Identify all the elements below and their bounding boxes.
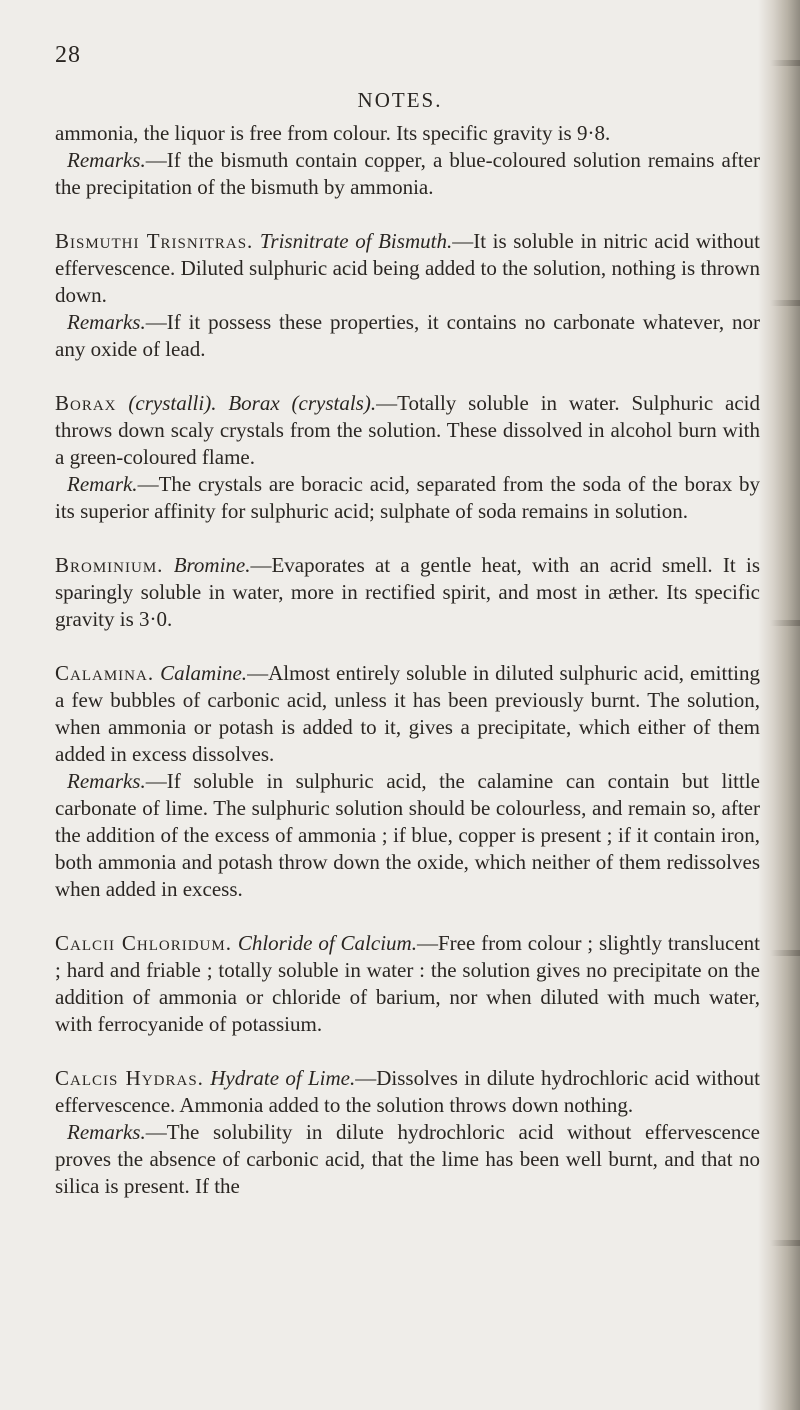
remark-text: —The crystals are boracic acid, separated from the soda of the borax by its superior affinity for sulphuric acid; sulphate of soda remains in solution.: [55, 472, 760, 523]
remark-opening: [55, 147, 760, 201]
entry-calcii-chloridum: [55, 930, 760, 1038]
remark-text: —If it possess these properties, it contains no carbonate whatever, nor any oxide of lead.: [55, 310, 760, 361]
remark-calcis-hydras: [55, 1119, 760, 1200]
remark-label: Remark.: [67, 472, 138, 496]
entry-body: —It is soluble in nitric acid without effervescence. Diluted sulphuric acid being added to the solution, nothing is thrown down.: [55, 229, 761, 307]
remark-bismuthi: [55, 309, 760, 363]
entry-translation: Borax: [228, 391, 280, 415]
page-number: 28: [55, 42, 81, 68]
edge-mark: [770, 620, 800, 626]
remark-text: —The solubility in dilute hydrochloric acid without effervescence proves the absence of carbonic acid, that the lime has been well burnt, and that no silica is present. If the: [55, 1120, 760, 1198]
remark-calamina: [55, 768, 760, 903]
paragraph-opening: [55, 120, 760, 147]
entry-heading: Calcii Chloridum.: [55, 931, 232, 955]
entry-heading: Calcis Hydras.: [55, 1066, 204, 1090]
remark-text: —If soluble in sulphuric acid, the calamine can contain but little carbonate of lime. The sulphuric solution should be colourless, and remain so, after the addition of the excess of ammonia ; if blue, copper is present ; if it contain iron, both ammonia and potash throw down the oxide, which neither of them redissolves when added in excess.: [55, 769, 760, 901]
entry-body: —Free from colour ; slightly translucent ; hard and friable ; totally soluble in water : the solution gives no precipitate on the addition of ammonia or chloride of barium, nor when diluted with much water, with ferrocyanide of potassium.: [55, 931, 761, 1036]
entry-translation: Bromine.: [173, 553, 251, 577]
entry-bismuthi: [55, 228, 760, 309]
page-edge-shadow: [758, 0, 800, 1410]
entry-translation-paren: (crystals).: [291, 391, 377, 415]
entry-body: —Evaporates at a gentle heat, with an acrid smell. It is sparingly soluble in water, more in rectified spirit, and most in æther. Its specific gravity is 3·0.: [55, 553, 760, 631]
entry-body: —Totally soluble in water. Sulphuric acid throws down scaly crystals from the solution. These dissolved in alcohol burn with a green-coloured flame.: [55, 391, 761, 469]
remark-text: —If the bismuth contain copper, a blue-coloured solution remains after the precipitation of the bismuth by ammonia.: [55, 148, 760, 199]
entry-calcis-hydras: [55, 1065, 760, 1119]
entry-heading-paren: (crystalli).: [128, 391, 217, 415]
edge-mark: [770, 1240, 800, 1246]
entry-translation: Chloride of Calcium.: [237, 931, 417, 955]
entry-translation: Calamine.: [160, 661, 248, 685]
edge-mark: [770, 60, 800, 66]
edge-mark: [770, 300, 800, 306]
entry-heading: Brominium.: [55, 553, 164, 577]
entry-translation: Hydrate of Lime.: [210, 1066, 356, 1090]
entry-translation: Trisnitrate of Bismuth.: [259, 229, 453, 253]
paragraph-text: ammonia, the liquor is free from colour. Its specific gravity is 9·8.: [55, 121, 611, 145]
entry-heading: Borax: [55, 391, 117, 415]
edge-mark: [770, 950, 800, 956]
running-head: NOTES.: [357, 88, 443, 112]
entry-borax: [55, 390, 760, 471]
remark-borax: [55, 471, 760, 525]
remark-label: Remarks.: [67, 1120, 146, 1144]
remark-label: Remarks.: [67, 310, 146, 334]
remark-label: Remarks.: [67, 148, 146, 172]
entry-calamina: [55, 660, 760, 768]
entry-heading: Bismuthi Trisnitras.: [55, 229, 254, 253]
entry-body: —Almost entirely soluble in diluted sulphuric acid, emitting a few bubbles of carbonic acid, unless it has been previously burnt. The solution, when ammonia or potash is added to it, gives a precipitate, which either of them added in excess dissolves.: [55, 661, 760, 766]
remark-label: Remarks.: [67, 769, 146, 793]
entry-heading: Calamina.: [55, 661, 155, 685]
entry-body: —Dissolves in dilute hydrochloric acid without effervescence. Ammonia added to the solution throws down nothing.: [55, 1066, 760, 1117]
entry-brominium: [55, 552, 760, 633]
body-text: [55, 120, 760, 1200]
